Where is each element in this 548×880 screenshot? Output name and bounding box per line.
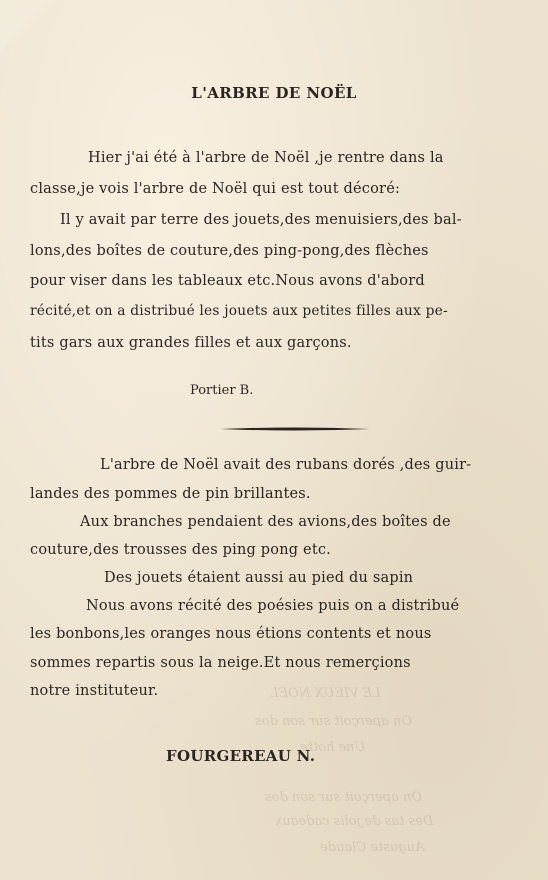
show-through-text: On aperçoit sur son dos (265, 790, 422, 805)
paragraph-line: Des jouets étaient aussi au pied du sapin (104, 570, 414, 586)
paragraph-line: Aux branches pendaient des avions,des boîtes de (80, 514, 451, 530)
paragraph-line: Nous avons récité des poésies puis on a distribué (86, 598, 460, 614)
paragraph-line: notre instituteur. (30, 683, 159, 699)
paragraph-line: récité,et on a distribué les jouets aux petites filles aux pe- (30, 303, 448, 319)
first-signature: Portier B. (190, 383, 254, 398)
show-through-text: Auguste Claude (320, 840, 425, 855)
paragraph-line: couture,des trousses des ping pong etc. (30, 542, 331, 558)
paragraph-line: pour viser dans les tableaux etc.Nous avons d'abord (30, 273, 425, 289)
paragraph-line: L'arbre de Noël avait des rubans dorés ,des guir- (100, 457, 472, 473)
show-through-text: Une hotte (300, 740, 366, 755)
paragraph-line: sommes repartis sous la neige.Et nous remerçions (30, 655, 411, 671)
show-through-text: Des tas de jolis cadeaux (275, 814, 434, 829)
paragraph-line: Hier j'ai été à l'arbre de Noël ,je rentre dans la (88, 150, 444, 166)
paragraph-line: classe,je vois l'arbre de Noël qui est tout décoré: (30, 181, 401, 197)
paragraph-line: lons,des boîtes de couture,des ping-pong,des flèches (30, 243, 429, 259)
show-through-text: On aperçoit sur son dos (255, 714, 412, 729)
show-through-text: LE VIEUX NOEL (270, 686, 381, 701)
paragraph-line: landes des pommes de pin brillantes. (30, 486, 311, 502)
divider-rule (220, 427, 370, 431)
page-title: L'ARBRE DE NOËL (191, 84, 357, 102)
paragraph-line: Il y avait par terre des jouets,des menuisiers,des bal- (60, 212, 462, 228)
paragraph-line: les bonbons,les oranges nous étions contents et nous (30, 626, 432, 642)
second-signature: FOURGEREAU N. (166, 747, 316, 765)
paragraph-line: tits gars aux grandes filles et aux garçons. (30, 335, 352, 351)
folded-corner (0, 0, 52, 52)
